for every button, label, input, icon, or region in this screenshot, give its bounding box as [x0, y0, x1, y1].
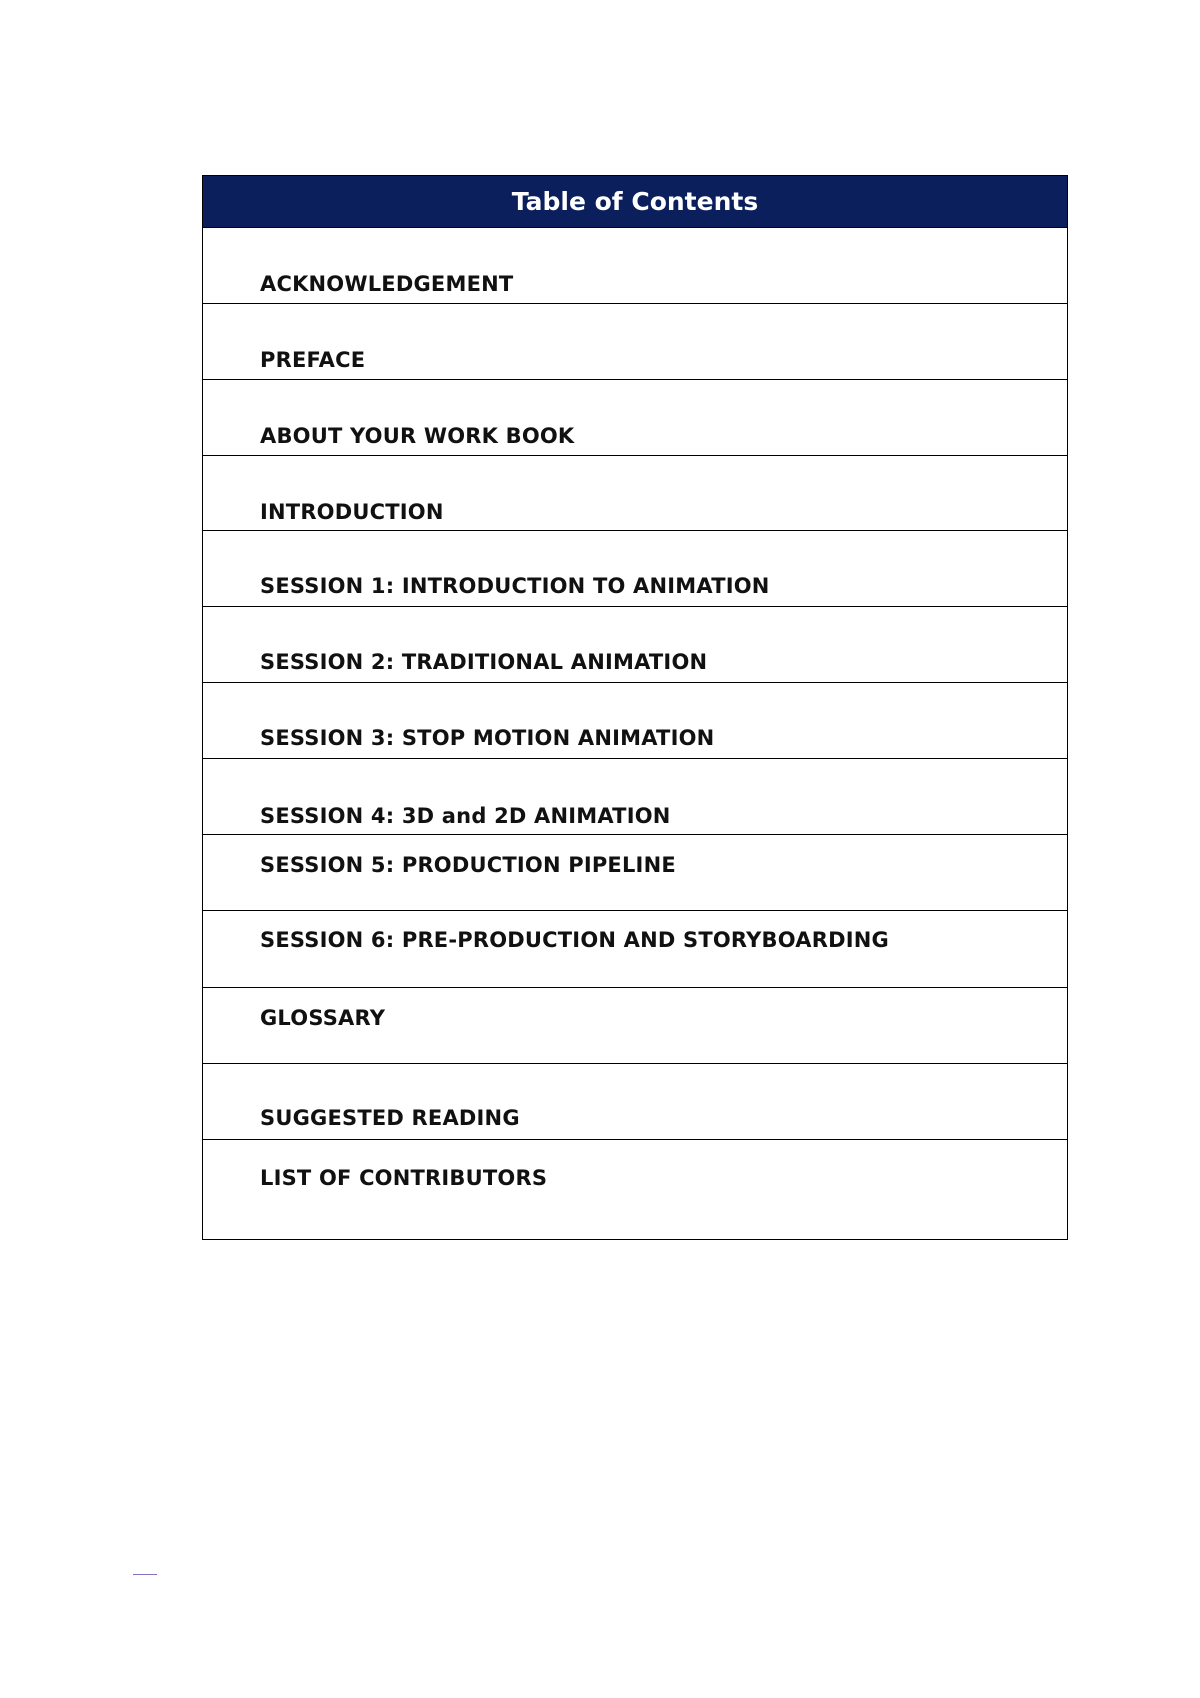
toc-item-label: SESSION 1: INTRODUCTION TO ANIMATION: [260, 574, 770, 598]
toc-item-label: SESSION 4: 3D and 2D ANIMATION: [260, 804, 671, 828]
toc-item-label: INTRODUCTION: [260, 500, 444, 524]
toc-item-suggested-reading[interactable]: [203, 1064, 1067, 1140]
toc-item-label: SESSION 2: TRADITIONAL ANIMATION: [260, 650, 708, 674]
toc-item-label: ACKNOWLEDGEMENT: [260, 272, 514, 296]
toc-item-label: SESSION 3: STOP MOTION ANIMATION: [260, 726, 715, 750]
toc-item-glossary[interactable]: [203, 988, 1067, 1064]
toc-item-session-2[interactable]: [203, 607, 1067, 683]
toc-item-preface[interactable]: [203, 304, 1067, 380]
toc-title: Table of Contents: [203, 176, 1067, 228]
toc-item-acknowledgement[interactable]: [203, 228, 1067, 304]
toc-item-label: SUGGESTED READING: [260, 1106, 520, 1130]
toc-item-label: ABOUT YOUR WORK BOOK: [260, 424, 575, 448]
page-mark: [133, 1574, 157, 1575]
toc-item-label: PREFACE: [260, 348, 366, 372]
table-of-contents: [202, 175, 1068, 1240]
toc-item-label: SESSION 5: PRODUCTION PIPELINE: [260, 853, 676, 877]
toc-item-session-1[interactable]: [203, 531, 1067, 607]
toc-item-label: SESSION 6: PRE-PRODUCTION AND STORYBOARDING: [260, 928, 889, 952]
toc-item-about-your-work-book[interactable]: [203, 380, 1067, 456]
toc-item-session-4[interactable]: [203, 759, 1067, 835]
toc-item-session-3[interactable]: [203, 683, 1067, 759]
toc-item-session-6[interactable]: [203, 911, 1067, 988]
toc-item-session-5[interactable]: [203, 835, 1067, 911]
toc-item-label: LIST OF CONTRIBUTORS: [260, 1166, 548, 1190]
toc-item-list-of-contributors[interactable]: [203, 1140, 1067, 1239]
toc-item-label: GLOSSARY: [260, 1006, 386, 1030]
toc-item-introduction[interactable]: [203, 456, 1067, 531]
